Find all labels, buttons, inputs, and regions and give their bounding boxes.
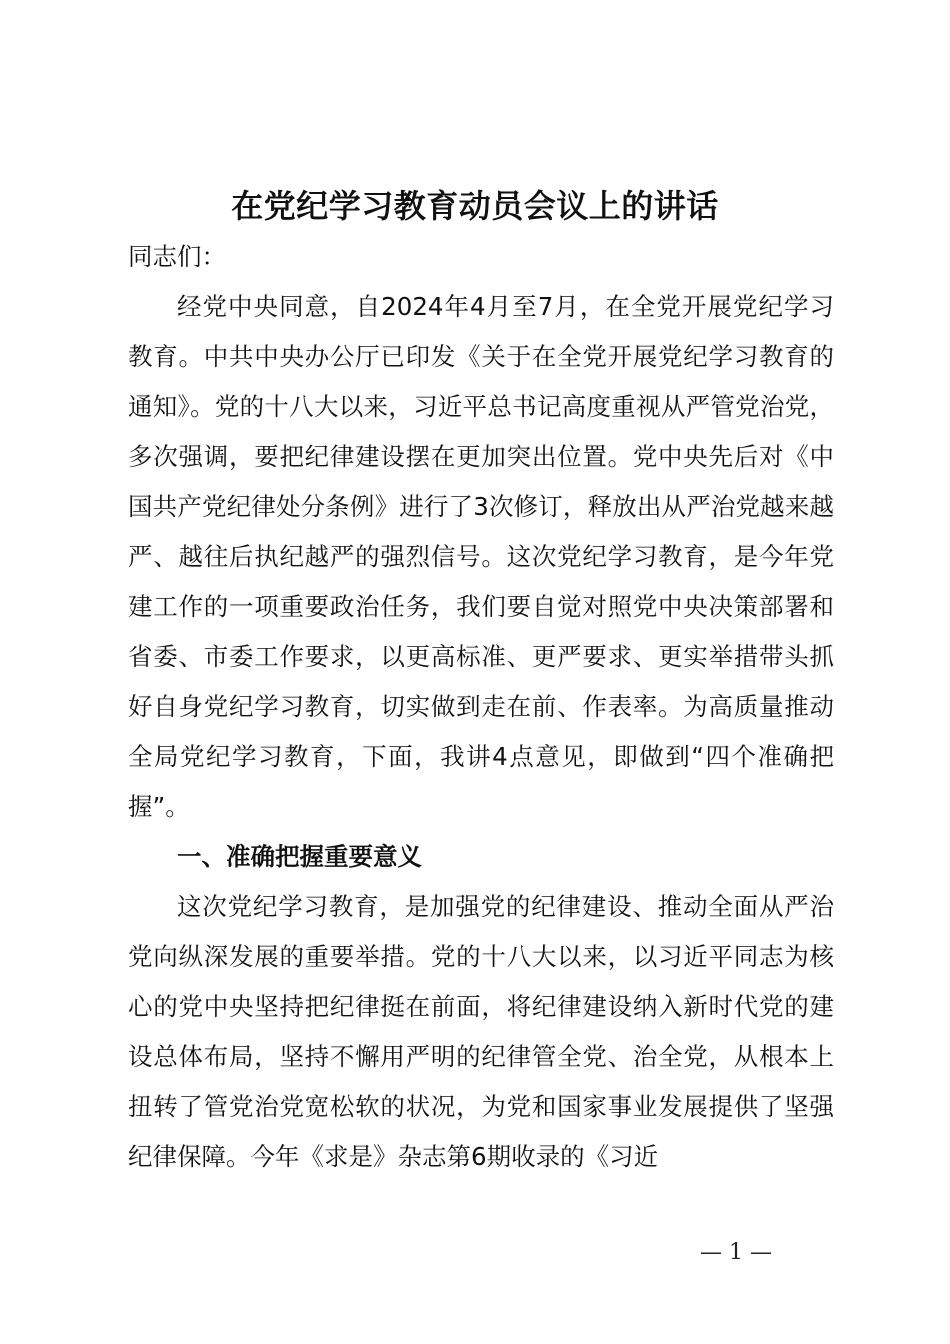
document-body xyxy=(128,232,834,1182)
document-title: 在党纪学习教育动员会议上的讲话 xyxy=(231,187,719,225)
intro-paragraph: 经党中央同意，自2024年4月至7月，在全党开展党纪学习教育。中共中央办公厅已印发《关于在全党开展党纪学习教育的通知》。党的十八大以来，习近平总书记高度重视从严管党治党，多次强调，要把纪律建设摆在更加突出位置。党中央先后对《中国共产党纪律处分条例》进行了3次修订，释放出从严治党越来越严、越往后执纪越严的强烈信号。这次党纪学习教育，是今年党建工作的一项重要政治任务，我们要自觉对照党中央决策部署和省委、市委工作要求，以更高标准、更严要求、更实举措带头抓好自身党纪学习教育，切实做到走在前、作表率。为高质量推动全局党纪学习教育，下面，我讲4点意见，即做到“四个准确把握”。 xyxy=(128,292,834,821)
section-heading: 一、准确把握重要意义 xyxy=(177,842,422,871)
section-paragraph: 这次党纪学习教育，是加强党的纪律建设、推动全面从严治党向纵深发展的重要举措。党的十八大以来，以习近平同志为核心的党中央坚持把纪律挺在前面，将纪律建设纳入新时代党的建设总体布局，坚持不懈用严明的纪律管全党、治全党，从根本上扭转了管党治党宽松软的状况，为党和国家事业发展提供了坚强纪律保障。今年《求是》杂志第6期收录的《习近 xyxy=(128,892,834,1171)
greeting: 同志们： xyxy=(128,242,226,271)
page-number: — 1 — xyxy=(700,1240,772,1265)
